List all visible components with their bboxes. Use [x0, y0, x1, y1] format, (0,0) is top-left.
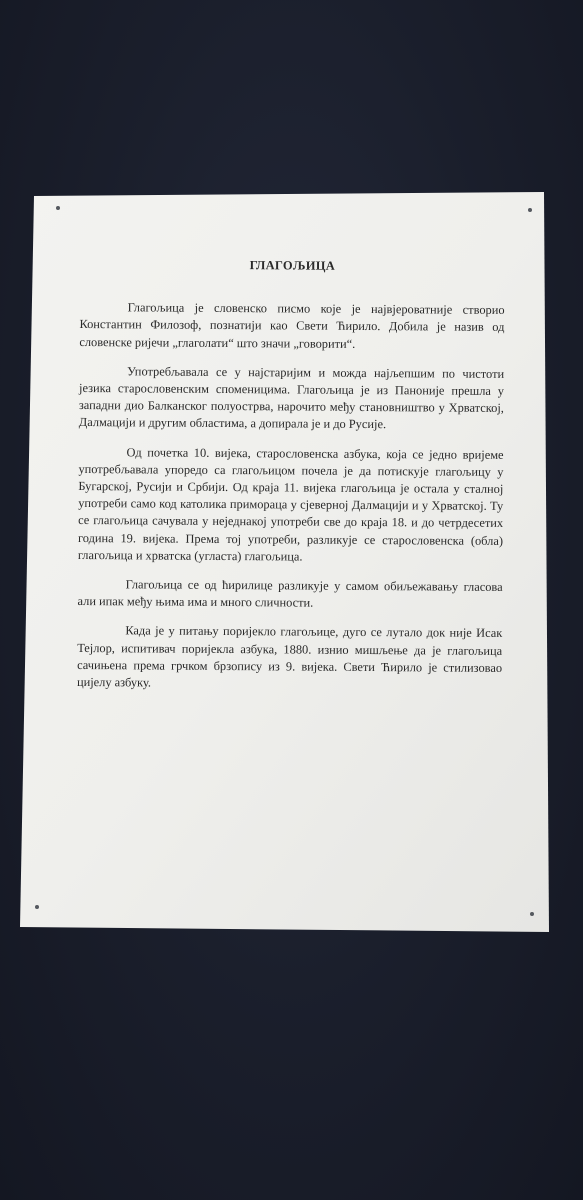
paragraph-3: Од почетка 10. вијека, старословенска азбука, која се једно вријеме употребљавала упоредо са глагољицом почела је да потискује глагољицу у Бугарској, Русији и Србији. Од краја 11. вијека глагољица је остала у сталној употреби само код католика примораца у сјеверној Далмацији и у Хрватској. Ту се глагољица сачувала у неједнакој употреби све до краја 18. и до четрдесетих година 19. вијека. Према тој употреби, разликује се старословенска (обла) глагољица и хрватска (угласта) глагољица. [77, 444, 504, 564]
paragraph-5: Када је у питању поријекло глагољице, дуго се лутало док није Исак Тејлор, испитивач поријекла азбука, 1880. изнио мишљење да је глагољица сачињена према грчком брзопису из 9. вијека. Свети Ћирило је стилизовао цијелу азбуку. [76, 623, 503, 690]
pin-bottom-left [35, 905, 39, 909]
pin-top-left [56, 206, 60, 210]
paragraph-4: Глагољица се од ћирилице разликује у самом обиљежавању гласова али ипак међу њима има и много сличности. [77, 577, 503, 610]
document-title: ГЛАГОЉИЦА [249, 258, 336, 273]
pin-top-right [528, 208, 532, 212]
paragraph-2: Употребљавала се у најстаријим и можда најљепшим по чистоти језика старословенским споменицима. Глагољица је из Паноније прешла у западни дио Балканског полуострва, нарочито међу становништво у Хрватској, Далмацији и другим областима, а допирала је и до Русије. [78, 364, 505, 432]
paragraph-1: Глагољица је словенско писмо које је највјероватније створио Константин Филозоф, познатији као Свети Ћирило. Добила је назив од словенске ријечи „глаголати“ што значи „говорити“. [79, 300, 505, 351]
pin-bottom-right [530, 912, 534, 916]
document-text [77, 250, 505, 706]
